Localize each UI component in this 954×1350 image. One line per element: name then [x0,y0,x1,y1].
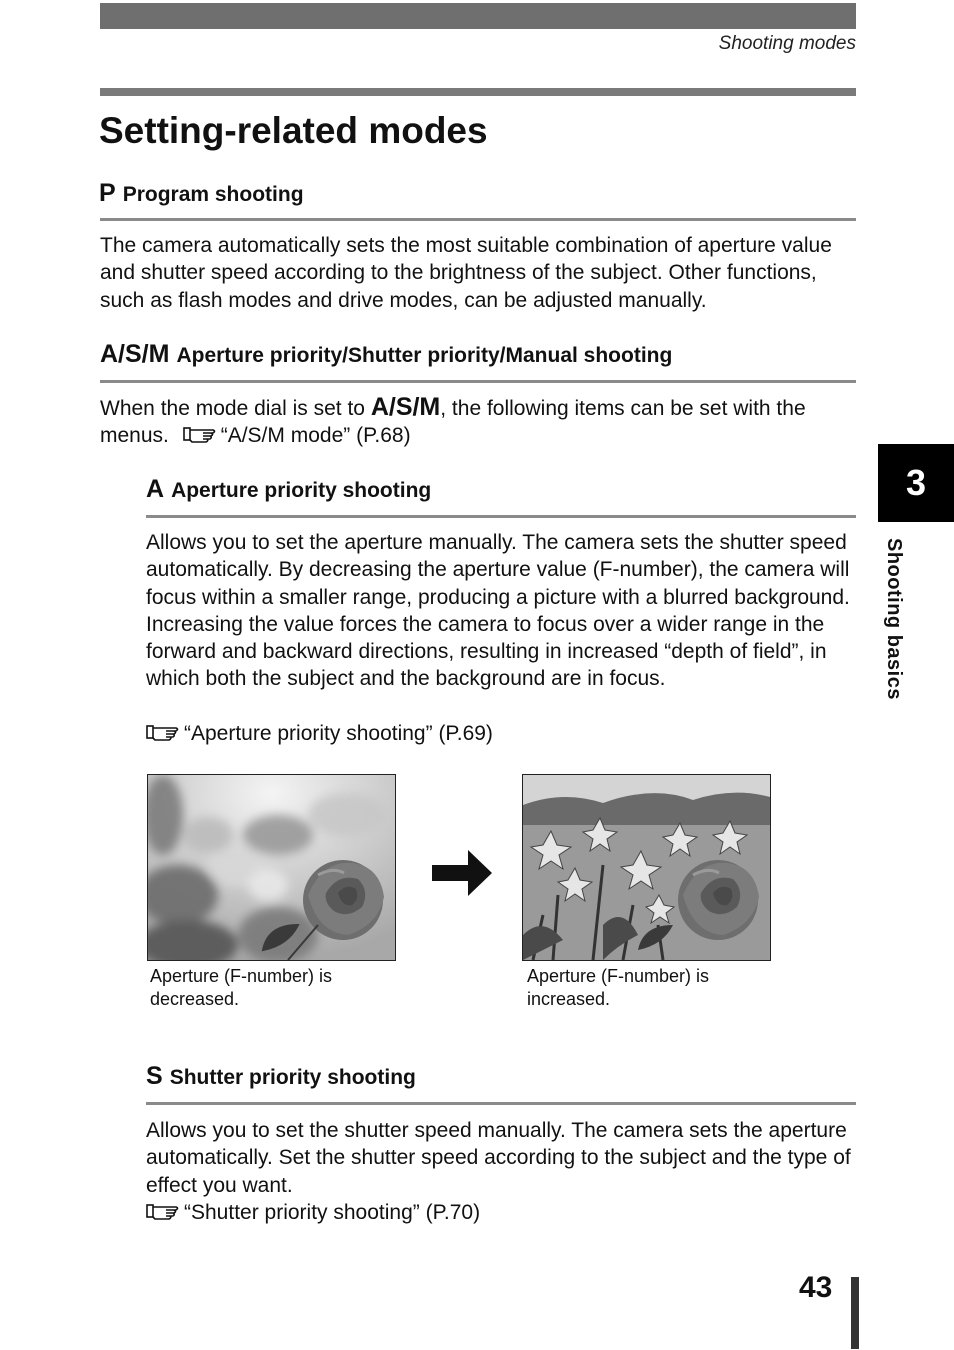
section-title: Shutter priority shooting [169,1066,416,1089]
text: , the following items can be set with the menus. [100,397,806,448]
arrow-right-icon [430,848,494,898]
header-bar [100,3,856,29]
mode-asm-icon: A/S/M [370,393,441,421]
section-title: Program shooting [122,183,304,206]
section-rule [146,515,856,518]
page-number-bar [851,1277,859,1349]
photo-sharp-background [522,774,771,961]
title-rule [100,88,856,96]
mode-a-icon: A [146,475,165,503]
reference-icon [183,424,217,444]
aperture-description: Allows you to set the aperture manually. The camera sets the shutter speed automatically. By decreasing the aperture value (F-number), the camera will focus within a smaller range, producing a picture with a blurred background. Increasing the value forces the camera to focus over a wider range in the forward and backward directions, resulting in increased “depth of field”, in which both the subject and the background are in focus. [146,531,850,691]
caption-decreased: Aperture (F-number) is decreased. [150,966,333,1009]
section-rule [100,380,856,383]
chapter-label [870,538,920,728]
running-header: Shooting modes [718,33,856,54]
page-title: Setting-related modes [99,110,488,151]
caption-increased: Aperture (F-number) is increased. [527,966,710,1009]
section-heading-program [99,179,304,208]
section-rule [146,1102,856,1105]
chapter-label-text: Shooting basics [883,538,905,700]
section-heading-asm [100,340,672,369]
mode-s-icon: S [146,1062,163,1090]
section-rule [100,218,856,221]
mode-asm-icon: A/S/M [100,340,170,368]
mode-p-icon: P [99,179,116,207]
section-title: Aperture priority/Shutter priority/Manual shooting [176,344,673,367]
section-heading-aperture [146,475,431,504]
section-title: Aperture priority shooting [171,479,432,502]
chapter-tab: 3 [878,444,954,522]
section-heading-shutter [146,1062,416,1091]
aperture-reference-line [146,720,493,747]
reference-icon [146,1201,180,1221]
text: When the mode dial is set to [100,397,371,420]
shutter-reference-line [146,1199,480,1226]
asm-reference[interactable]: “A/S/M mode” (P.68) [220,424,411,448]
aperture-reference[interactable]: “Aperture priority shooting” (P.69) [184,722,493,745]
asm-description [100,394,860,450]
shutter-description: Allows you to set the shutter speed manually. The camera sets the aperture automatically. Set the shutter speed according to the subject and the type of effect you want. [146,1119,851,1197]
page-number: 43 [799,1271,833,1304]
reference-icon [146,722,180,742]
shutter-reference[interactable]: “Shutter priority shooting” (P.70) [184,1201,481,1224]
program-description: The camera automatically sets the most suitable combination of aperture value and shutter speed according to the brightness of the subject. Other functions, such as flash modes and drive modes, can be adjusted manually. [100,234,832,312]
photo-blurred-background [147,774,396,961]
